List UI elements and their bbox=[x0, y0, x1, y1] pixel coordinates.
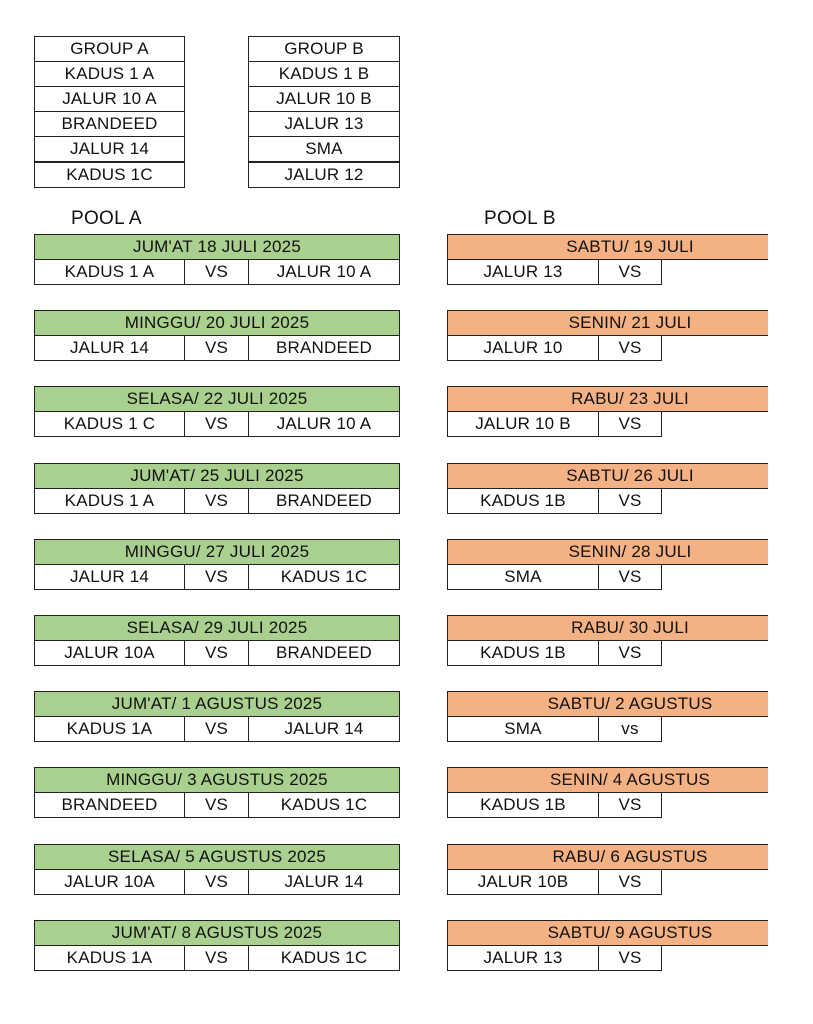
home-team-cell[interactable]: KADUS 1A bbox=[34, 945, 185, 971]
match-date-header[interactable]: SELASA/ 5 AGUSTUS 2025 bbox=[34, 844, 400, 870]
vs-cell[interactable]: VS bbox=[184, 640, 249, 666]
vs-cell[interactable]: VS bbox=[598, 640, 662, 666]
match-date-header[interactable]: MINGGU/ 27 JULI 2025 bbox=[34, 539, 400, 565]
home-team-cell[interactable]: JALUR 14 bbox=[34, 335, 185, 361]
vs-cell[interactable]: VS bbox=[184, 945, 249, 971]
home-team-cell[interactable]: JALUR 10A bbox=[34, 640, 185, 666]
match-date-header-clip bbox=[447, 386, 689, 412]
away-team-cell[interactable]: KADUS 1C bbox=[248, 945, 400, 971]
home-team-cell[interactable]: KADUS 1B bbox=[447, 488, 599, 514]
match-date-header-clip bbox=[447, 310, 692, 336]
match-date-header[interactable]: JUM'AT/ 1 AGUSTUS 2025 bbox=[34, 691, 400, 717]
vs-cell[interactable]: VS bbox=[598, 564, 662, 590]
home-team-cell[interactable]: BRANDEED bbox=[34, 792, 185, 818]
home-team-cell[interactable]: KADUS 1 C bbox=[34, 411, 185, 437]
vs-cell[interactable]: VS bbox=[598, 411, 662, 437]
vs-cell[interactable]: VS bbox=[184, 488, 249, 514]
match-date-header[interactable]: MINGGU/ 20 JULI 2025 bbox=[34, 310, 400, 336]
match-date-header[interactable]: JUM'AT/ 25 JULI 2025 bbox=[34, 463, 400, 489]
home-team-cell[interactable]: JALUR 10 bbox=[447, 335, 599, 361]
match-date-header[interactable]: SABTU/ 9 AGUSTUS bbox=[547, 923, 713, 942]
match-date-header[interactable]: SENIN/ 21 JULI bbox=[568, 313, 692, 332]
vs-cell[interactable]: VS bbox=[598, 945, 662, 971]
pool-b-label: POOL B bbox=[484, 208, 556, 229]
home-team-cell[interactable]: KADUS 1 A bbox=[34, 488, 185, 514]
vs-cell[interactable]: VS bbox=[184, 411, 249, 437]
vs-cell[interactable]: VS bbox=[184, 869, 249, 895]
group-b-team[interactable]: JALUR 13 bbox=[248, 111, 400, 137]
match-date-header[interactable]: SELASA/ 29 JULI 2025 bbox=[34, 615, 400, 641]
group-a-team[interactable]: JALUR 10 A bbox=[34, 86, 185, 112]
group-b-team[interactable]: JALUR 10 B bbox=[248, 86, 400, 112]
group-a-team[interactable]: KADUS 1 A bbox=[34, 61, 185, 87]
match-date-header-clip bbox=[447, 539, 692, 565]
vs-cell[interactable]: vs bbox=[598, 716, 662, 742]
match-date-header[interactable]: SABTU/ 26 JULI bbox=[566, 466, 694, 485]
vs-cell[interactable]: VS bbox=[598, 792, 662, 818]
match-date-header[interactable]: RABU/ 23 JULI bbox=[571, 389, 689, 408]
away-team-cell[interactable]: JALUR 10 A bbox=[248, 259, 400, 285]
away-team-cell[interactable]: KADUS 1C bbox=[248, 564, 400, 590]
match-date-header[interactable]: SELASA/ 22 JULI 2025 bbox=[34, 386, 400, 412]
away-team-cell[interactable]: JALUR 14 bbox=[248, 716, 400, 742]
group-b-team[interactable]: JALUR 12 bbox=[248, 162, 400, 188]
group-a-team[interactable]: KADUS 1C bbox=[34, 162, 185, 188]
match-date-header-clip bbox=[447, 463, 694, 489]
home-team-cell[interactable]: JALUR 10B bbox=[447, 869, 599, 895]
home-team-cell[interactable]: SMA bbox=[447, 564, 599, 590]
group-a-team[interactable]: BRANDEED bbox=[34, 111, 185, 137]
match-date-header[interactable]: MINGGU/ 3 AGUSTUS 2025 bbox=[34, 767, 400, 793]
away-team-cell[interactable]: BRANDEED bbox=[248, 640, 400, 666]
match-date-header[interactable]: SENIN/ 28 JULI bbox=[568, 542, 692, 561]
match-date-header-clip bbox=[447, 844, 708, 870]
pool-a-label: POOL A bbox=[71, 208, 142, 229]
home-team-cell[interactable]: JALUR 10 B bbox=[447, 411, 599, 437]
away-team-cell[interactable]: KADUS 1C bbox=[248, 792, 400, 818]
match-date-header[interactable]: RABU/ 30 JULI bbox=[571, 618, 689, 637]
vs-cell[interactable]: VS bbox=[598, 869, 662, 895]
vs-cell[interactable]: VS bbox=[598, 335, 662, 361]
vs-cell[interactable]: VS bbox=[184, 716, 249, 742]
match-date-header[interactable]: JUM'AT 18 JULI 2025 bbox=[34, 234, 400, 260]
home-team-cell[interactable]: KADUS 1B bbox=[447, 640, 599, 666]
match-date-header-clip bbox=[447, 234, 694, 260]
home-team-cell[interactable]: JALUR 13 bbox=[447, 259, 599, 285]
match-date-header[interactable]: SABTU/ 2 AGUSTUS bbox=[547, 694, 713, 713]
home-team-cell[interactable]: JALUR 14 bbox=[34, 564, 185, 590]
home-team-cell[interactable]: KADUS 1A bbox=[34, 716, 185, 742]
match-date-header[interactable]: SABTU/ 19 JULI bbox=[566, 237, 694, 256]
vs-cell[interactable]: VS bbox=[184, 335, 249, 361]
group-a-team[interactable]: JALUR 14 bbox=[34, 136, 185, 162]
home-team-cell[interactable]: KADUS 1 A bbox=[34, 259, 185, 285]
home-team-cell[interactable]: JALUR 10A bbox=[34, 869, 185, 895]
match-date-header[interactable]: JUM'AT/ 8 AGUSTUS 2025 bbox=[34, 920, 400, 946]
match-date-header-clip bbox=[447, 767, 711, 793]
away-team-cell[interactable]: BRANDEED bbox=[248, 335, 400, 361]
home-team-cell[interactable]: JALUR 13 bbox=[447, 945, 599, 971]
vs-cell[interactable]: VS bbox=[184, 792, 249, 818]
match-date-header-clip bbox=[447, 615, 689, 641]
group-b-header[interactable]: GROUP B bbox=[248, 36, 400, 62]
away-team-cell[interactable]: BRANDEED bbox=[248, 488, 400, 514]
vs-cell[interactable]: VS bbox=[184, 259, 249, 285]
group-b-team[interactable]: KADUS 1 B bbox=[248, 61, 400, 87]
match-date-header[interactable]: RABU/ 6 AGUSTUS bbox=[552, 847, 708, 866]
away-team-cell[interactable]: JALUR 10 A bbox=[248, 411, 400, 437]
away-team-cell[interactable]: JALUR 14 bbox=[248, 869, 400, 895]
vs-cell[interactable]: VS bbox=[184, 564, 249, 590]
match-date-header[interactable]: SENIN/ 4 AGUSTUS bbox=[549, 770, 711, 789]
home-team-cell[interactable]: SMA bbox=[447, 716, 599, 742]
home-team-cell[interactable]: KADUS 1B bbox=[447, 792, 599, 818]
vs-cell[interactable]: VS bbox=[598, 488, 662, 514]
match-date-header-clip bbox=[447, 691, 713, 717]
group-a-header[interactable]: GROUP A bbox=[34, 36, 185, 62]
match-date-header-clip bbox=[447, 920, 713, 946]
group-b-team[interactable]: SMA bbox=[248, 136, 400, 162]
vs-cell[interactable]: VS bbox=[598, 259, 662, 285]
